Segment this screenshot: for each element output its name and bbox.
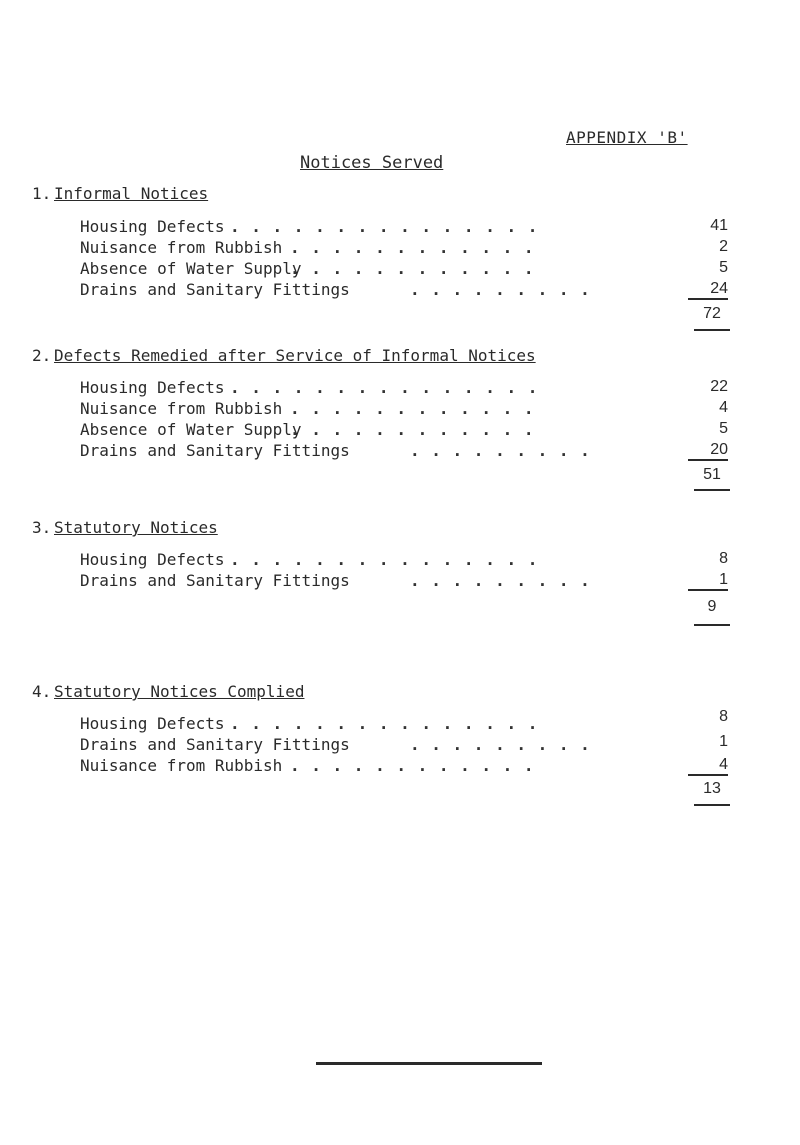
section-2-row-2-leaders: . . . . . . . . . . . . (290, 399, 535, 418)
section-2-total: 51 (703, 466, 721, 483)
section-4-row-1-label: Housing Defects (80, 714, 225, 733)
section-3-row-2-leaders: . . . . . . . . . (410, 571, 591, 590)
section-3-row-2-label: Drains and Sanitary Fittings (80, 571, 350, 590)
section-4-row-3-label: Nuisance from Rubbish (80, 756, 283, 775)
page-title: Notices Served (300, 153, 444, 173)
section-1-row-2-value: 2 (719, 238, 728, 255)
section-3-heading: Statutory Notices (54, 518, 218, 537)
section-4-row-2-value: 1 (719, 733, 728, 750)
section-1-total-rule (694, 329, 730, 331)
section-1-row-3-leaders: . . . . . . . . . . . . (290, 259, 535, 278)
section-2-row-3-value: 5 (719, 420, 728, 437)
section-2-row-4-label: Drains and Sanitary Fittings (80, 441, 350, 460)
section-1-row-4-label: Drains and Sanitary Fittings (80, 280, 350, 299)
section-4-row-1-value: 8 (719, 708, 728, 725)
section-2-row-4-value: 20 (688, 441, 728, 461)
section-1-heading: Informal Notices (54, 184, 209, 203)
section-4-row-3-value: 4 (688, 756, 728, 776)
section-2-row-3-label: Absence of Water Supply (80, 420, 302, 439)
section-1-number: 1. (32, 184, 52, 203)
section-4-number: 4. (32, 682, 52, 701)
bottom-divider (316, 1062, 542, 1065)
section-1-row-1-leaders: . . . . . . . . . . . . . . . (230, 217, 539, 236)
section-2-row-1-leaders: . . . . . . . . . . . . . . . (230, 378, 539, 397)
section-4-row-3-leaders: . . . . . . . . . . . . (290, 756, 535, 775)
section-1-row-2-leaders: . . . . . . . . . . . . (290, 238, 535, 257)
section-1-row-1-value: 41 (710, 217, 728, 234)
section-4-total: 13 (703, 780, 721, 797)
section-4-row-1-leaders: . . . . . . . . . . . . . . . (230, 714, 539, 733)
section-2-row-3-leaders: . . . . . . . . . . . . (290, 420, 535, 439)
section-3-row-1-value: 8 (719, 550, 728, 567)
section-3-row-1-leaders: . . . . . . . . . . . . . . . (230, 550, 539, 569)
section-1-row-4-value: 24 (688, 280, 728, 300)
section-3-row-2-value: 1 (688, 571, 728, 591)
section-1-row-1-label: Housing Defects (80, 217, 225, 236)
section-3-row-1-label: Housing Defects (80, 550, 225, 569)
section-3-number: 3. (32, 518, 52, 537)
section-2-row-2-label: Nuisance from Rubbish (80, 399, 283, 418)
section-2-row-1-label: Housing Defects (80, 378, 225, 397)
section-2-number: 2. (32, 346, 52, 365)
section-3-total: 9 (707, 598, 717, 615)
section-1-row-3-value: 5 (719, 259, 728, 276)
section-1-row-4-leaders: . . . . . . . . . (410, 280, 591, 299)
appendix-label: APPENDIX 'B' (566, 128, 688, 147)
section-1-row-3-label: Absence of Water Supply (80, 259, 302, 278)
section-2-row-2-value: 4 (719, 399, 728, 416)
section-4-total-rule (694, 804, 730, 806)
section-2-total-rule (694, 489, 730, 491)
section-4-row-2-label: Drains and Sanitary Fittings (80, 735, 350, 754)
section-1-total: 72 (703, 305, 721, 322)
section-4-row-2-leaders: . . . . . . . . . (410, 735, 591, 754)
section-2-row-4-leaders: . . . . . . . . . (410, 441, 591, 460)
section-1-row-2-label: Nuisance from Rubbish (80, 238, 283, 257)
section-2-heading: Defects Remedied after Service of Informal Notices (54, 346, 536, 365)
section-4-heading: Statutory Notices Complied (54, 682, 305, 701)
section-2-row-1-value: 22 (710, 378, 728, 395)
section-3-total-rule (694, 624, 730, 626)
